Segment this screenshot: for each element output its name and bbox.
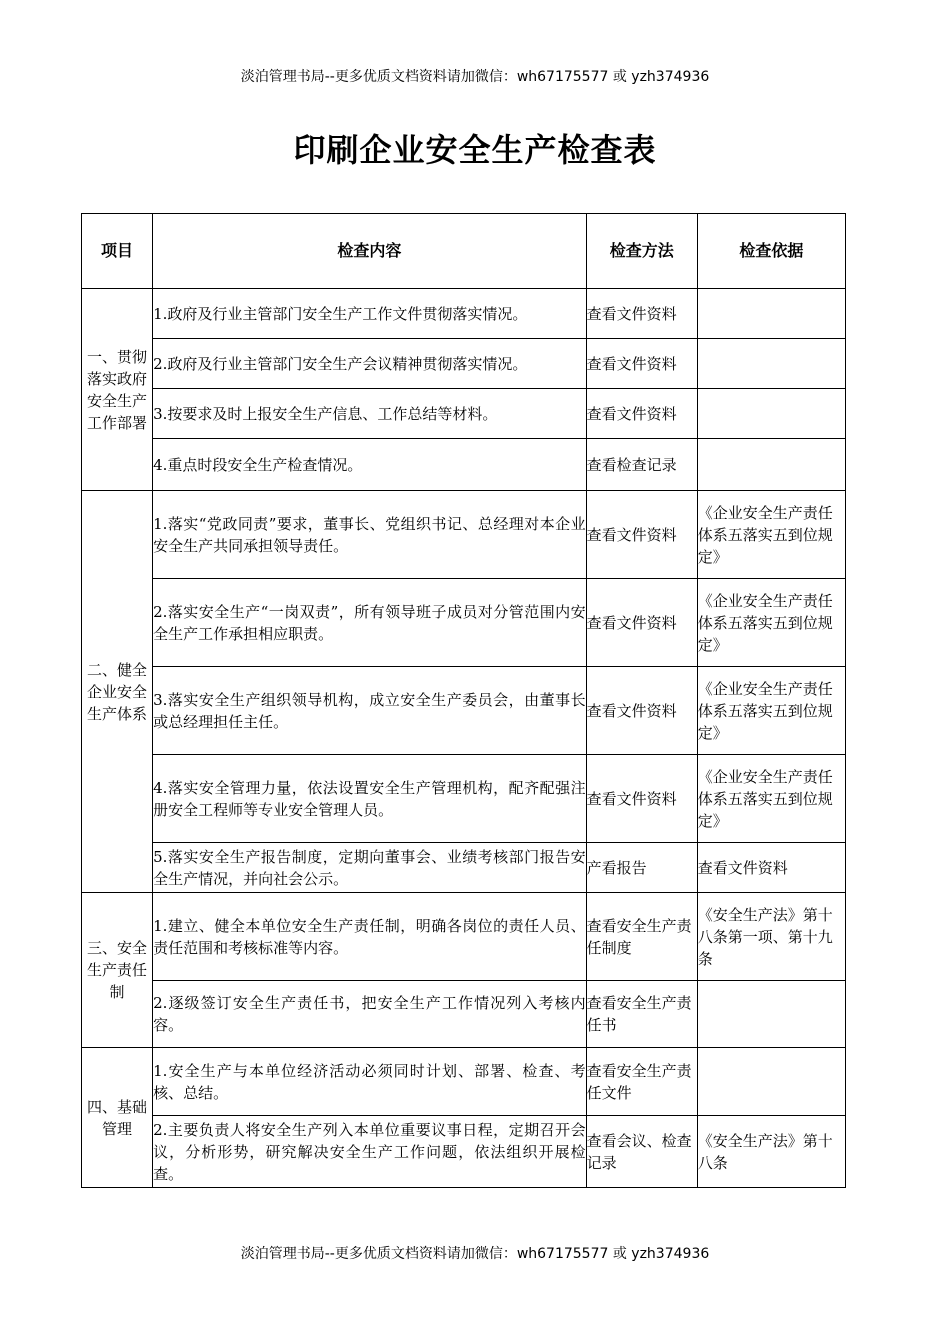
check-content: 2.主要负责人将安全生产列入本单位重要议事日程，定期召开会议，分析形势，研究解决安全生产工作问题，依法组织开展检查。	[153, 1116, 587, 1188]
check-basis	[697, 289, 845, 339]
check-basis	[697, 1048, 845, 1116]
check-method: 查看安全生产责任文件	[586, 1048, 697, 1116]
check-basis: 《安全生产法》第十八条第一项、第十九条	[697, 893, 845, 981]
check-content: 5.落实安全生产报告制度，定期向董事会、业绩考核部门报告安全生产情况，并向社会公示。	[153, 843, 587, 893]
check-content: 2.逐级签订安全生产责任书，把安全生产工作情况列入考核内容。	[153, 981, 587, 1048]
check-basis: 《企业安全生产责任体系五落实五到位规定》	[697, 579, 845, 667]
check-method: 查看文件资料	[586, 667, 697, 755]
check-method: 查看会议、检查记录	[586, 1116, 697, 1188]
check-basis: 《企业安全生产责任体系五落实五到位规定》	[697, 755, 845, 843]
check-content: 3.按要求及时上报安全生产信息、工作总结等材料。	[153, 389, 587, 439]
check-method: 查看文件资料	[586, 389, 697, 439]
column-header-basis: 检查依据	[697, 214, 845, 289]
check-basis	[697, 981, 845, 1048]
check-basis	[697, 389, 845, 439]
check-basis: 《企业安全生产责任体系五落实五到位规定》	[697, 667, 845, 755]
table-row	[82, 289, 846, 339]
check-method: 查看安全生产责任制度	[586, 893, 697, 981]
table-row	[82, 1048, 846, 1116]
section-name: 二、健全企业安全生产体系	[82, 491, 153, 893]
table-row	[82, 439, 846, 491]
table-header-row	[82, 214, 846, 289]
column-header-content: 检查内容	[153, 214, 587, 289]
check-method: 查看检查记录	[586, 439, 697, 491]
check-method: 查看文件资料	[586, 491, 697, 579]
check-method: 查看文件资料	[586, 339, 697, 389]
page-title: 印刷企业安全生产检查表	[293, 131, 657, 169]
check-basis	[697, 339, 845, 389]
table-row	[82, 843, 846, 893]
table-row	[82, 491, 846, 579]
section-name: 四、基础管理	[82, 1048, 153, 1188]
check-basis: 《企业安全生产责任体系五落实五到位规定》	[697, 491, 845, 579]
check-content: 4.重点时段安全生产检查情况。	[153, 439, 587, 491]
check-basis: 《安全生产法》第十八条	[697, 1116, 845, 1188]
inspection-table	[81, 213, 846, 1188]
column-header-item: 项目	[82, 214, 153, 289]
table-row	[82, 893, 846, 981]
check-content: 3.落实安全生产组织领导机构，成立安全生产委员会，由董事长或总经理担任主任。	[153, 667, 587, 755]
check-content: 1.建立、健全本单位安全生产责任制，明确各岗位的责任人员、责任范围和考核标准等内容。	[153, 893, 587, 981]
table-row	[82, 755, 846, 843]
check-method: 查看文件资料	[586, 579, 697, 667]
section-name: 三、安全生产责任制	[82, 893, 153, 1048]
table-row	[82, 579, 846, 667]
table-row	[82, 1116, 846, 1188]
check-method: 产看报告	[586, 843, 697, 893]
footer-note: 淡泊管理书局--更多优质文档资料请加微信：wh67175577 或 yzh374936	[240, 1246, 710, 1262]
table-row	[82, 339, 846, 389]
header-note: 淡泊管理书局--更多优质文档资料请加微信：wh67175577 或 yzh374936	[240, 69, 710, 85]
check-content: 1.落实“党政同责”要求，董事长、党组织书记、总经理对本企业安全生产共同承担领导责任。	[153, 491, 587, 579]
column-header-method: 检查方法	[586, 214, 697, 289]
check-content: 2.落实安全生产“一岗双责”，所有领导班子成员对分管范围内安全生产工作承担相应职责。	[153, 579, 587, 667]
check-method: 查看文件资料	[586, 755, 697, 843]
check-content: 1.安全生产与本单位经济活动必须同时计划、部署、检查、考核、总结。	[153, 1048, 587, 1116]
table-row	[82, 389, 846, 439]
check-basis	[697, 439, 845, 491]
table-row	[82, 981, 846, 1048]
check-content: 2.政府及行业主管部门安全生产会议精神贯彻落实情况。	[153, 339, 587, 389]
table-row	[82, 667, 846, 755]
check-content: 4.落实安全管理力量，依法设置安全生产管理机构，配齐配强注册安全工程师等专业安全管理人员。	[153, 755, 587, 843]
check-basis: 查看文件资料	[697, 843, 845, 893]
check-content: 1.政府及行业主管部门安全生产工作文件贯彻落实情况。	[153, 289, 587, 339]
section-name: 一、贯彻落实政府安全生产工作部署	[82, 289, 153, 491]
check-method: 查看安全生产责任书	[586, 981, 697, 1048]
check-method: 查看文件资料	[586, 289, 697, 339]
